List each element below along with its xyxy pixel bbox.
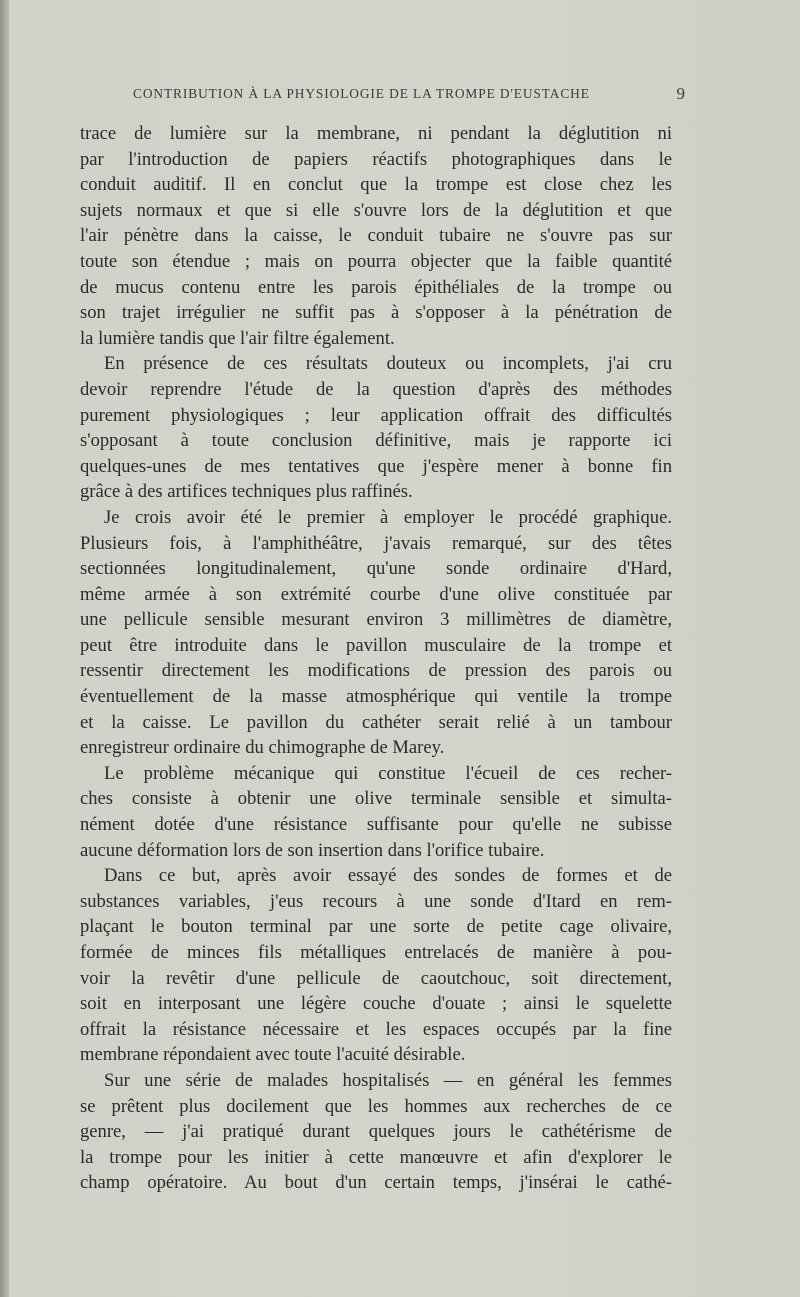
text-line: Plusieurs fois, à l'amphithéâtre, j'avais remarqué, sur des têtes	[80, 532, 672, 554]
text-line: l'air pénètre dans la caisse, le conduit tubaire ne s'ouvre pas sur	[80, 225, 672, 247]
text-line: la lumière tandis que l'air filtre également.	[80, 327, 395, 349]
text-line: soit en interposant une légère couche d'ouate ; ainsi le squelette	[80, 993, 672, 1015]
text-line: et la caisse. Le pavillon du cathéter serait relié à un tambour	[80, 711, 672, 733]
paragraph-start-line: En présence de ces résultats douteux ou incomplets, j'ai cru	[104, 353, 672, 375]
paragraph-start-line: Je crois avoir été le premier à employer le procédé graphique.	[104, 506, 672, 528]
text-line: la trompe pour les initier à cette manœuvre et afin d'explorer le	[80, 1146, 672, 1168]
paragraph-start-line: Le problème mécanique qui constitue l'écueil de ces recher-	[104, 762, 672, 784]
text-line: plaçant le bouton terminal par une sorte de petite cage olivaire,	[80, 916, 672, 938]
text-line: grâce à des artifices techniques plus raffinés.	[80, 481, 413, 503]
page-number: 9	[676, 84, 685, 103]
text-line: de mucus contenu entre les parois épithéliales de la trompe ou	[80, 276, 672, 298]
text-line: membrane répondaient avec toute l'acuité désirable.	[80, 1044, 466, 1066]
text-line: devoir reprendre l'étude de la question d'après des méthodes	[80, 378, 672, 400]
text-line: même armée à son extrémité courbe d'une olive constituée par	[80, 583, 672, 605]
text-line: se prêtent plus docilement que les hommes aux recherches de ce	[80, 1095, 672, 1117]
text-line: ches consiste à obtenir une olive terminale sensible et simulta-	[80, 788, 672, 810]
text-line: purement physiologiques ; leur application offrait des difficultés	[80, 404, 672, 426]
text-line: sujets normaux et que si elle s'ouvre lors de la déglutition et que	[80, 199, 672, 221]
running-title: CONTRIBUTION À LA PHYSIOLOGIE DE LA TROMPE D'EUSTACHE	[133, 86, 590, 101]
text-line: trace de lumière sur la membrane, ni pendant la déglutition ni	[80, 123, 672, 144]
text-line: substances variables, j'eus recours à une sonde d'Itard en rem-	[80, 890, 672, 912]
text-line: champ opératoire. Au bout d'un certain temps, j'insérai le cathé-	[80, 1172, 672, 1194]
text-line: par l'introduction de papiers réactifs photographiques dans le	[80, 148, 672, 170]
text-line: enregistreur ordinaire du chimographe de Marey.	[80, 737, 445, 759]
text-line: peut être introduite dans le pavillon musculaire de la trompe et	[80, 634, 672, 656]
text-line: genre, — j'ai pratiqué durant quelques jours le cathétérisme de	[80, 1121, 672, 1143]
text-line: offrait la résistance nécessaire et les espaces occupés par la fine	[80, 1018, 672, 1040]
text-line: nément dotée d'une résistance suffisante pour qu'elle ne subisse	[80, 814, 672, 836]
paragraph-start-line: Dans ce but, après avoir essayé des sondes de formes et de	[104, 865, 672, 887]
text-line: aucune déformation lors de son insertion dans l'orifice tubaire.	[80, 839, 545, 861]
text-line: une pellicule sensible mesurant environ 3 millimètres de diamètre,	[80, 609, 672, 631]
page-spine-shadow	[0, 0, 9, 1297]
paragraph-start-line: Sur une série de malades hospitalisés — en général les femmes	[104, 1069, 672, 1091]
text-line: ressentir directement les modifications de pression des parois ou	[80, 660, 672, 682]
text-line: voir la revêtir d'une pellicule de caoutchouc, soit directement,	[80, 967, 672, 989]
text-line: son trajet irrégulier ne suffit pas à s'opposer à la pénétration de	[80, 302, 672, 324]
text-line: conduit auditif. Il en conclut que la trompe est close chez les	[80, 174, 672, 196]
text-line: toute son étendue ; mais on pourra objecter que la faible quantité	[80, 250, 672, 272]
text-line: s'opposant à toute conclusion définitive, mais je rapporte ici	[80, 430, 672, 452]
text-line: formée de minces fils métalliques entrelacés de manière à pou-	[80, 942, 672, 963]
text-line: éventuellement de la masse atmosphérique qui ventile la trompe	[80, 686, 672, 708]
text-line: sectionnées longitudinalement, qu'une sonde ordinaire d'Hard,	[80, 558, 672, 580]
body-text	[80, 121, 672, 1196]
text-line: quelques-unes de mes tentatives que j'espère mener à bonne fin	[80, 455, 672, 477]
page-header	[133, 84, 685, 108]
